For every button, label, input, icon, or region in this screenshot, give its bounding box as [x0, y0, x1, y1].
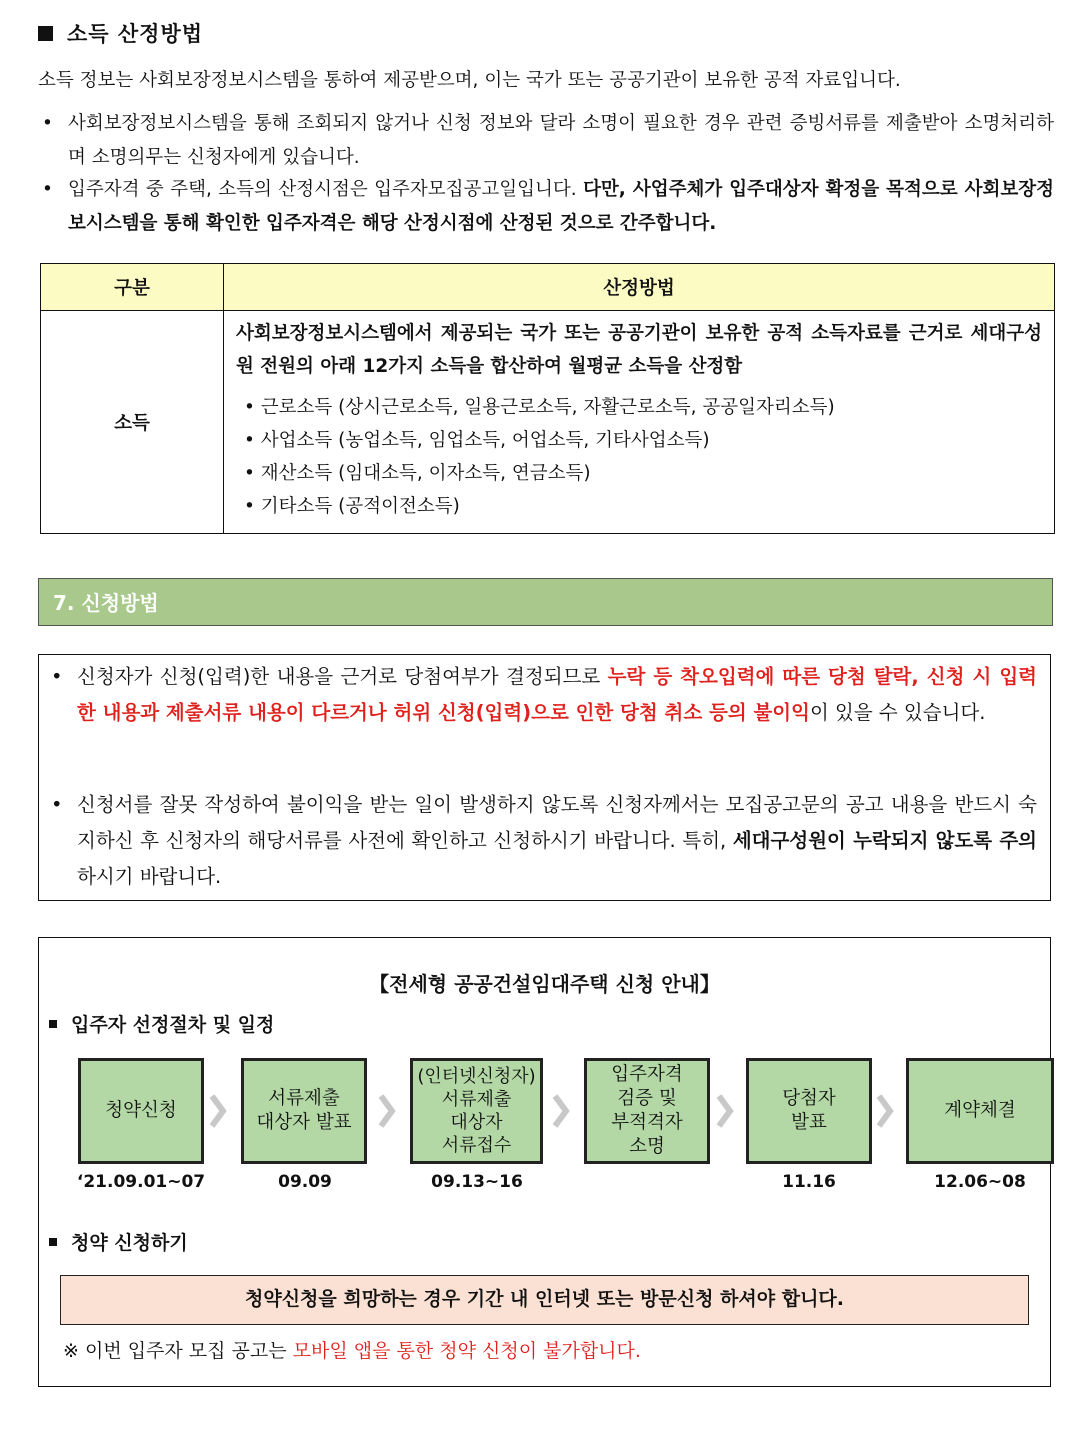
section-7-header: 7. 신청방법: [38, 578, 1053, 626]
income-type-list: [236, 391, 1042, 523]
bullet-dot-icon: •: [51, 665, 63, 688]
step-date: 09.13~16: [431, 1172, 523, 1192]
chevron-right-icon: [209, 1093, 233, 1129]
table-header-row: [41, 264, 1055, 311]
bullet-dot-icon: •: [51, 793, 63, 816]
step-box: 당첨자 발표: [746, 1058, 872, 1164]
step-date: 11.16: [782, 1172, 836, 1192]
apply-highlight-box: 청약신청을 희망하는 경우 기간 내 인터넷 또는 방문신청 하셔야 합니다.: [60, 1275, 1029, 1325]
table-header-method: 산정방법: [224, 264, 1055, 311]
method-lead-text: 사회보장정보시스템에서 제공되는 국가 또는 공공기관이 보유한 공적 소득자료를 근거로 세대구성원 전원의 아래 12가지 소득을 합산하여 월평균 소득을 산정함: [236, 323, 1042, 377]
step-box: 청약신청: [78, 1058, 204, 1164]
income-bullet-2: • 입주자격 중 주택, 소득의 산정시점은 입주자모집공고일입니다. 다만, 사업주체가 입주대상자 확정을 목적으로 사회보장정보시스템을 통해 확인한 입주자격은 해당 산정시점에 산정된 것으로 간주합니다.: [42, 173, 1054, 241]
step-box: (인터넷신청자) 서류제출 대상자 서류접수: [410, 1058, 543, 1164]
notice-title: 【전세형 공공건설임대주택 신청 안내】: [369, 972, 720, 996]
list-item: • 근로소득 (상시근로소득, 일용근로소득, 자활근로소득, 공공일자리소득): [244, 397, 835, 418]
list-item: • 기타소득 (공적이전소득): [244, 496, 460, 517]
table-header-category: 구분: [41, 264, 224, 311]
step-date: 12.06~08: [934, 1172, 1026, 1192]
table-row-content: [224, 311, 1055, 534]
square-bullet-icon: [49, 1020, 57, 1028]
mobile-app-note: ※ 이번 입주자 모집 공고는 모바일 앱을 통한 청약 신청이 불가합니다.: [63, 1340, 641, 1362]
step-date: 09.09: [278, 1172, 332, 1192]
table-row-label: 소득: [41, 311, 224, 534]
chevron-right-icon: [876, 1093, 900, 1129]
bullet-dot-icon: •: [42, 179, 53, 200]
step-box: 서류제출 대상자 발표: [241, 1058, 367, 1164]
list-item: • 재산소득 (임대소득, 이자소득, 연금소득): [244, 463, 591, 484]
step-box: 입주자격 검증 및 부적격자 소명: [584, 1058, 710, 1164]
chevron-right-icon: [716, 1093, 740, 1129]
square-bullet-icon: [38, 26, 53, 41]
chevron-right-icon: [378, 1093, 402, 1129]
bullet-dot-icon: •: [42, 113, 53, 134]
income-intro-text: 소득 정보는 사회보장정보시스템을 통하여 제공받으며, 이는 국가 또는 공공기관이 보유한 공적 자료입니다.: [38, 70, 901, 91]
income-calculation-table: [40, 263, 1055, 534]
income-section-title: 소득 산정방법: [38, 18, 203, 48]
apply-heading: 청약 신청하기: [49, 1228, 188, 1255]
application-bullet-1: • 신청자가 신청(입력)한 내용을 근거로 당첨여부가 결정되므로 누락 등 착오입력에 따른 당첨 탈락, 신청 시 입력한 내용과 제출서류 내용이 다르거나 허위 신청(입력)으로 인한 당첨 취소 등의 불이익이 있을 수 있습니다.: [51, 659, 1037, 731]
application-method-box: [38, 654, 1051, 901]
chevron-right-icon: [552, 1093, 576, 1129]
table-row: [41, 311, 1055, 534]
square-bullet-icon: [49, 1238, 57, 1246]
application-notice-box: [38, 937, 1051, 1387]
income-bullet-1: • 사회보장정보시스템을 통해 조회되지 않거나 신청 정보와 달라 소명이 필요한 경우 관련 증빙서류를 제출받아 소명처리하며 소명의무는 신청자에게 있습니다.: [42, 107, 1054, 175]
step-date: ‘21.09.01~07: [76, 1172, 206, 1192]
application-bullet-2: • 신청서를 잘못 작성하여 불이익을 받는 일이 발생하지 않도록 신청자께서는 모집공고문의 공고 내용을 반드시 숙지하신 후 신청자의 해당서류를 사전에 확인하고 신청하시기 바랍니다. 특히, 세대구성원이 누락되지 않도록 주의하시기 바랍니다.: [51, 787, 1037, 895]
selection-schedule-heading: 입주자 선정절차 및 일정: [49, 1010, 274, 1037]
step-box: 계약체결: [906, 1058, 1054, 1164]
list-item: • 사업소득 (농업소득, 임업소득, 어업소득, 기타사업소득): [244, 430, 710, 451]
